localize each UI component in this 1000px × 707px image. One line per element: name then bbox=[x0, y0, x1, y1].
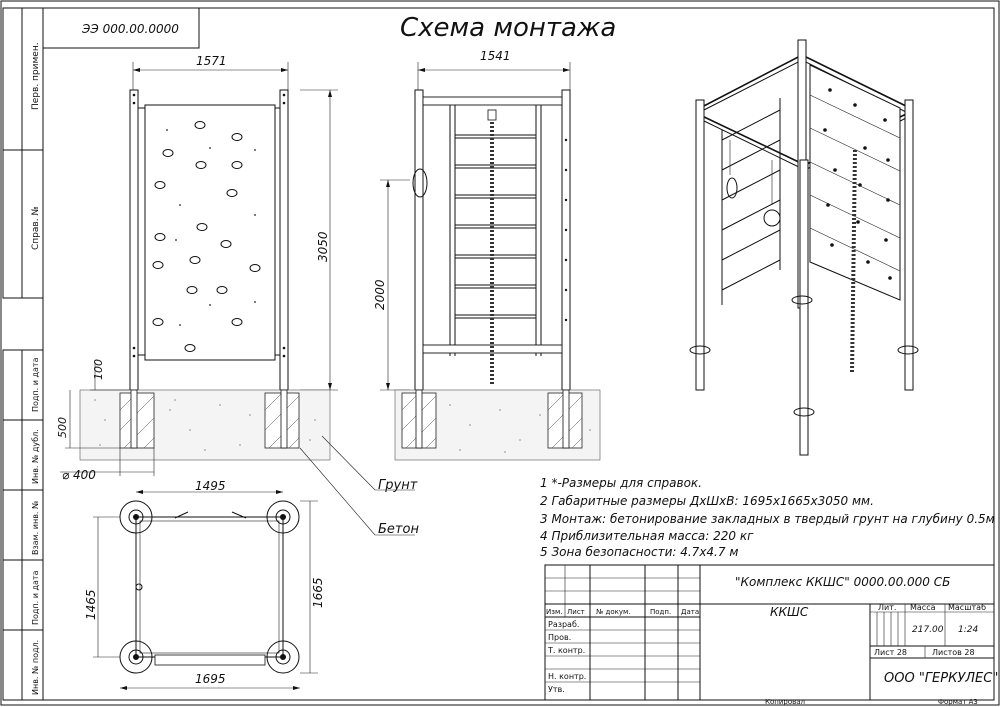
tb-scale-value: 1:24 bbox=[958, 625, 979, 635]
side-stamp bbox=[3, 8, 43, 700]
plan-left-dim: 1465 bbox=[84, 589, 98, 620]
front-depth-dim: 500 bbox=[56, 417, 69, 438]
tb-format: Формат А3 bbox=[938, 698, 978, 706]
stamp-vzam-inv: Взам. инв. № bbox=[31, 500, 40, 555]
note-2: 2 Габаритные размеры ДхШхВ: 1695х1665х3050 мм. bbox=[540, 494, 874, 508]
doc-code: ЭЭ 000.00.0000 bbox=[82, 22, 179, 36]
role-prov: Пров. bbox=[548, 633, 572, 642]
note-4: 4 Приблизительная масса: 220 кг bbox=[540, 529, 754, 543]
side-height-dim: 2000 bbox=[373, 279, 387, 310]
front-width-dim: 1571 bbox=[196, 54, 227, 68]
stamp-podp-data-1: Подп. и дата bbox=[31, 357, 40, 412]
tb-designation: "Комплекс ККШС" 0000.00.000 СБ bbox=[735, 575, 951, 589]
stamp-podp-data-2: Подп. и дата bbox=[31, 570, 40, 625]
note-3: 3 Монтаж: бетонирование закладных в твердый грунт на глубину 0.5м bbox=[540, 512, 995, 526]
plan-view bbox=[84, 479, 325, 690]
tb-name: ККШС bbox=[770, 605, 809, 619]
note-1: 1 *-Размеры для справок. bbox=[540, 476, 702, 490]
stamp-sprav: Справ. № bbox=[31, 206, 41, 250]
tb-col-scale: Масштаб bbox=[948, 603, 987, 612]
tb-mass-value: 217.00 bbox=[912, 625, 944, 635]
front-height-dim: 3050 bbox=[316, 231, 330, 262]
plan-bottom-dim: 1695 bbox=[195, 672, 226, 686]
role-n-kontr: Н. контр. bbox=[548, 672, 587, 681]
role-utv: Утв. bbox=[548, 685, 565, 694]
stamp-perv-primen: Перв. примен. bbox=[31, 42, 41, 110]
front-view bbox=[56, 54, 338, 482]
concrete-label: Бетон bbox=[378, 522, 419, 537]
rev-h-izm: Изм. bbox=[546, 608, 563, 616]
plan-right-dim: 1665 bbox=[311, 577, 325, 608]
role-razrab: Разраб. bbox=[548, 620, 580, 629]
rev-h-podp: Подп. bbox=[650, 608, 672, 616]
tb-sheet: Лист 28 bbox=[874, 648, 907, 657]
note-5: 5 Зона безопасности: 4.7х4.7 м bbox=[540, 545, 739, 559]
rev-h-data: Дата bbox=[681, 608, 700, 616]
title-block bbox=[545, 565, 998, 706]
rev-h-list: Лист bbox=[567, 608, 585, 616]
stamp-inv-dubl: Инв. № дубл. bbox=[31, 429, 40, 484]
tb-company: ООО "ГЕРКУЛЕС" bbox=[884, 671, 999, 686]
tb-col-mass: Масса bbox=[910, 603, 936, 612]
plan-top-dim: 1495 bbox=[195, 479, 226, 493]
front-diam-dim: ⌀ 400 bbox=[62, 468, 96, 482]
drawing-title: Схема монтажа bbox=[400, 13, 617, 43]
ground-label: Грунт bbox=[378, 478, 418, 493]
front-base-dim: 100 bbox=[92, 359, 105, 380]
role-t-kontr: Т. контр. bbox=[548, 646, 586, 655]
plan-corner-plates bbox=[120, 501, 299, 673]
side-view bbox=[373, 49, 600, 460]
notes bbox=[540, 476, 995, 559]
tb-copied: Копировал bbox=[765, 698, 805, 706]
side-width-dim: 1541 bbox=[480, 49, 511, 63]
isometric-view bbox=[690, 40, 918, 455]
rev-h-dokum: № докум. bbox=[596, 608, 631, 616]
tb-col-lit: Лит. bbox=[878, 603, 897, 612]
stamp-inv-podl: Инв. № подл. bbox=[31, 639, 40, 695]
tb-sheets: Листов 28 bbox=[932, 648, 975, 657]
